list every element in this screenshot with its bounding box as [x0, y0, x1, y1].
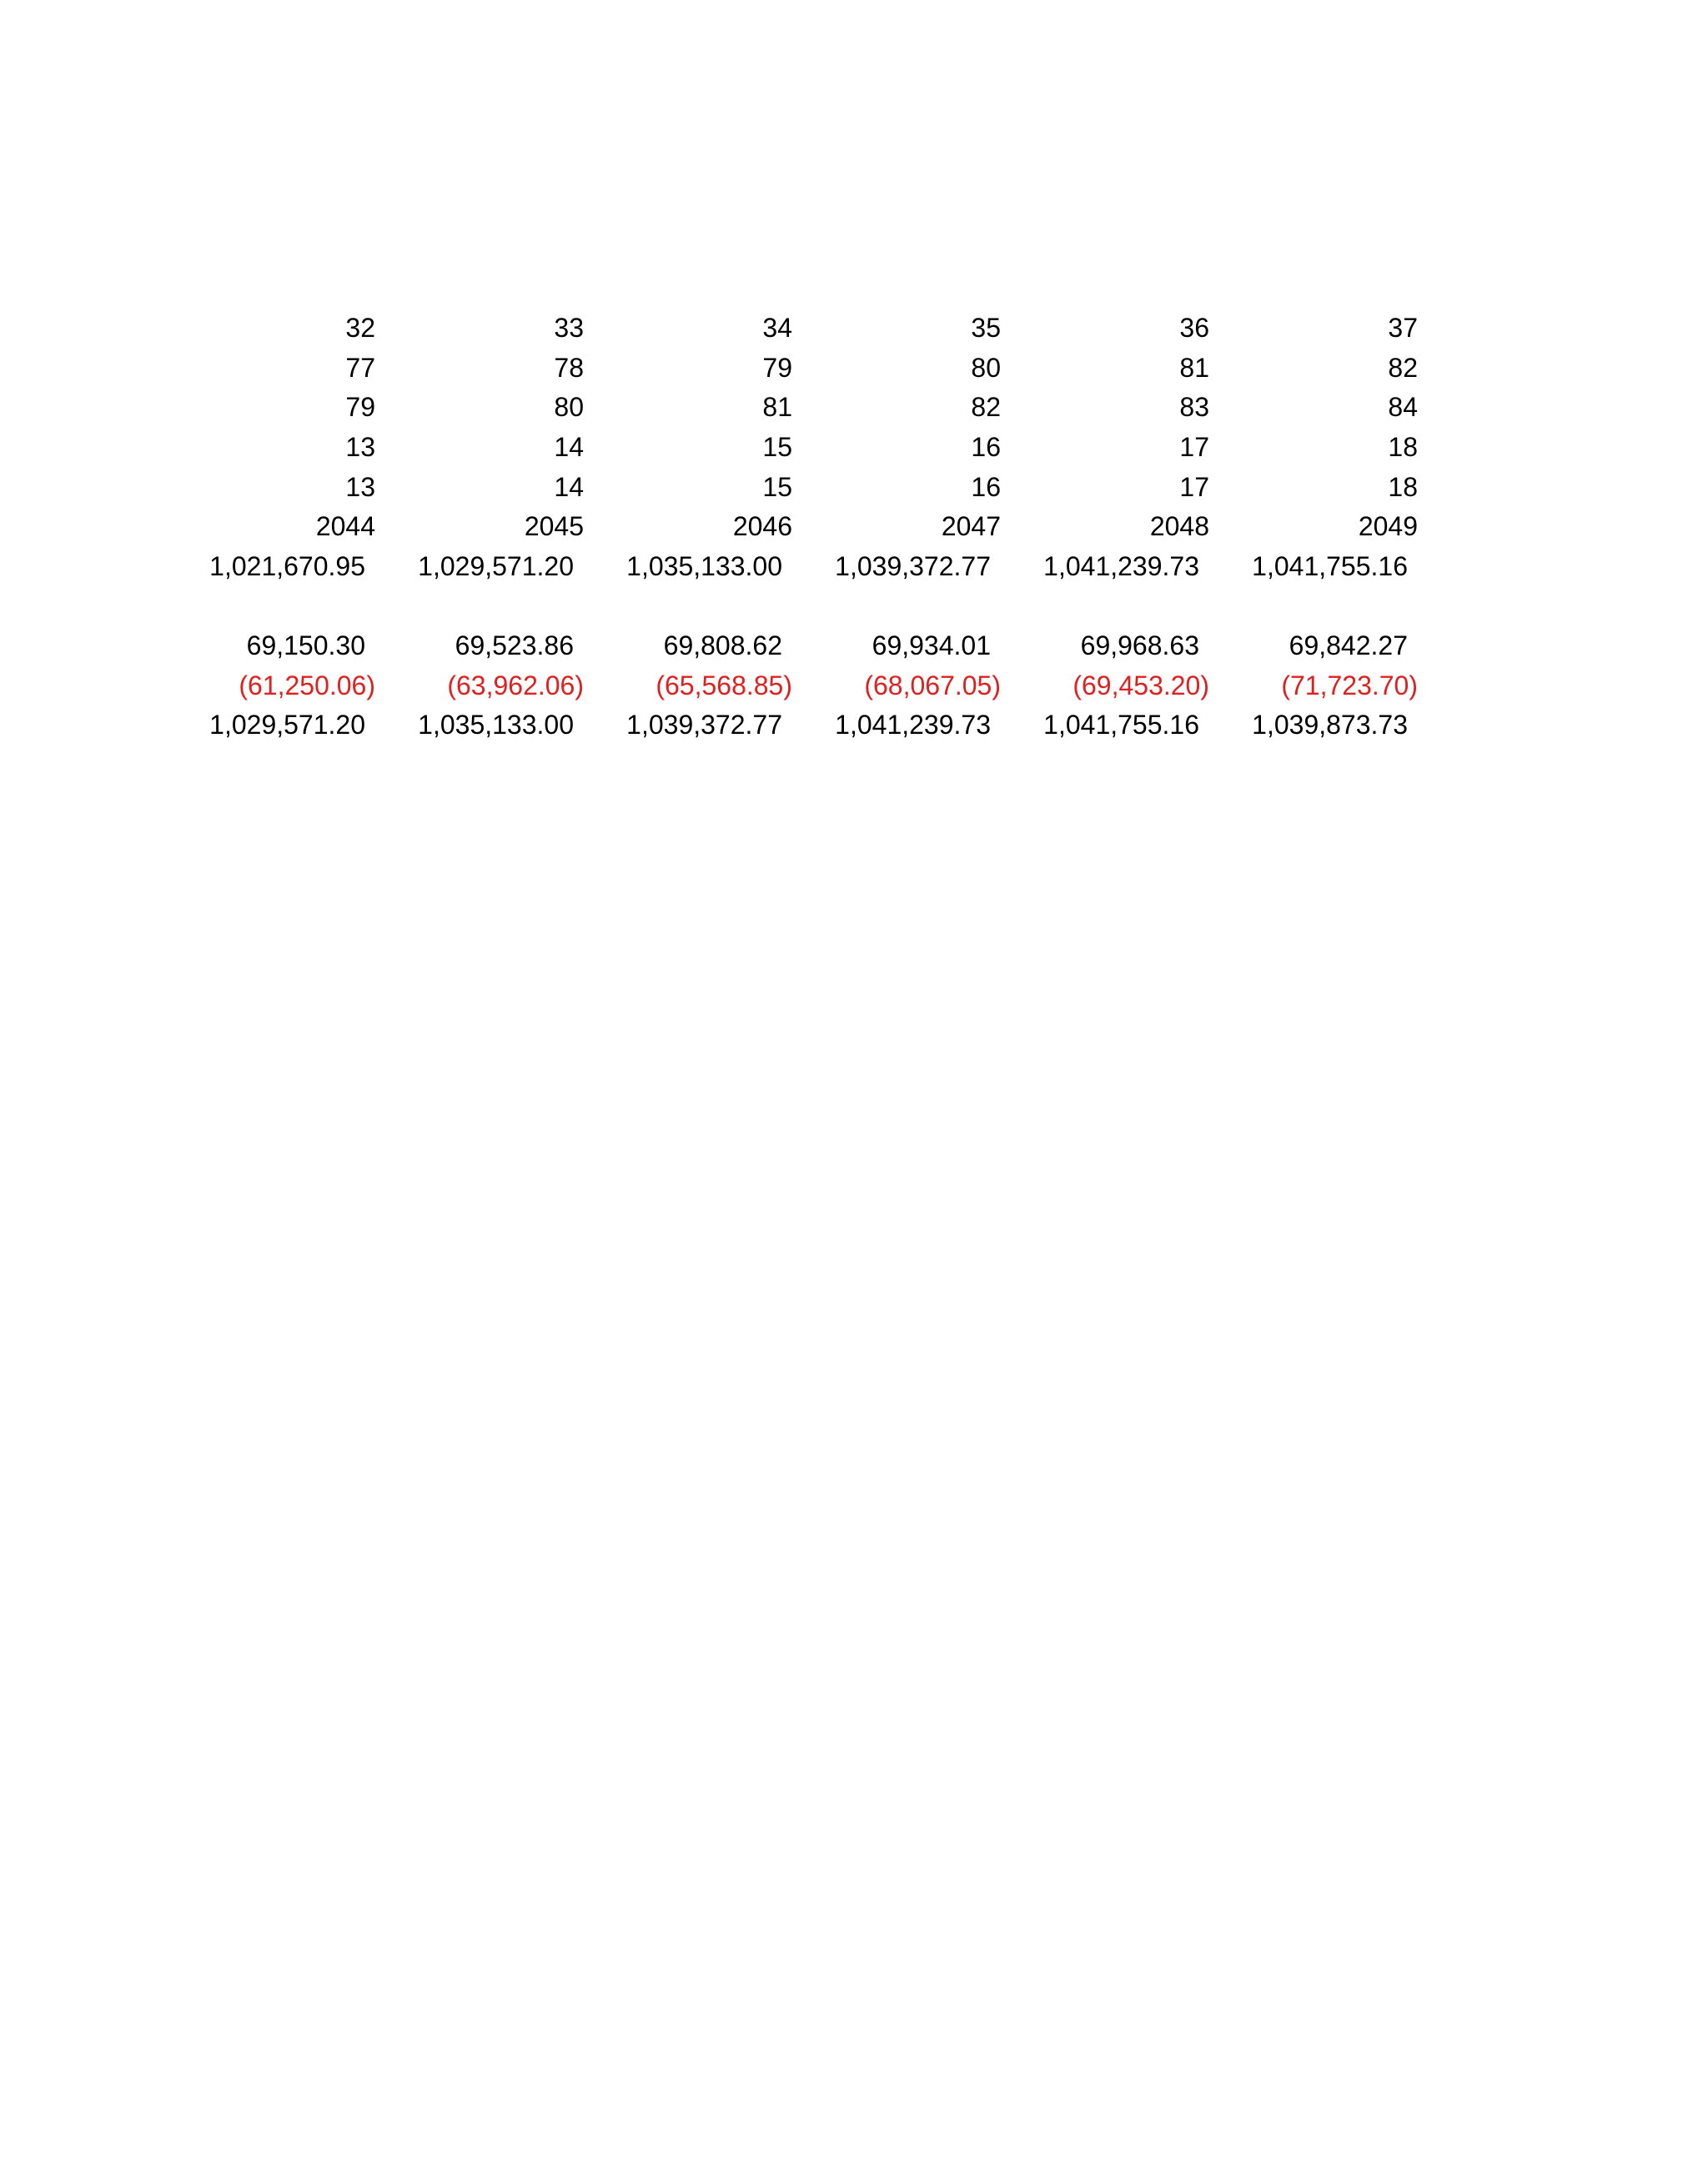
table-row-age	[167, 309, 1418, 349]
table-cell[interactable]: 69,150.30	[246, 630, 365, 661]
table-cell[interactable]: 13	[345, 471, 375, 502]
table-cell[interactable]: 1,039,372.77	[626, 710, 782, 741]
table-cell[interactable]: 69,968.63	[1080, 630, 1199, 661]
table-row-opening-balance	[167, 547, 1418, 587]
table-cell[interactable]: 82	[1388, 352, 1418, 383]
table-row-withdrawals	[167, 665, 1418, 705]
table-cell[interactable]: 1,041,755.16	[1043, 710, 1199, 741]
table-cell[interactable]: 69,523.86	[455, 630, 574, 661]
table-row-closing-balance	[167, 705, 1418, 746]
table-cell-negative[interactable]: (63,962.06)	[447, 670, 584, 700]
table-row-blank	[167, 586, 1418, 626]
table-cell[interactable]: 36	[1179, 313, 1209, 344]
table-cell[interactable]: 1,041,239.73	[835, 710, 991, 741]
table-row-year	[167, 507, 1418, 547]
table-cell[interactable]: 2048	[1149, 511, 1209, 542]
table-row	[167, 428, 1418, 468]
table-cell[interactable]: 14	[554, 471, 584, 502]
table-cell[interactable]: 18	[1388, 471, 1418, 502]
table-cell[interactable]: 15	[762, 471, 792, 502]
table-cell[interactable]: 32	[345, 313, 375, 344]
table-cell-negative[interactable]: (71,723.70)	[1281, 670, 1418, 700]
table-cell[interactable]: 77	[345, 352, 375, 383]
table-cell[interactable]: 2046	[732, 511, 792, 542]
table-cell[interactable]: 78	[554, 352, 584, 383]
table-cell[interactable]: 16	[971, 471, 1001, 502]
table-cell-negative[interactable]: (68,067.05)	[864, 670, 1001, 700]
table-cell[interactable]: 17	[1179, 471, 1209, 502]
table-cell[interactable]: 84	[1388, 392, 1418, 423]
table-cell[interactable]: 34	[762, 313, 792, 344]
table-cell[interactable]: 1,035,133.00	[418, 710, 574, 741]
table-cell[interactable]: 1,029,571.20	[209, 710, 365, 741]
table-cell[interactable]: 1,039,372.77	[835, 550, 991, 581]
table-cell[interactable]: 1,021,670.95	[209, 550, 365, 581]
table-cell[interactable]: 18	[1388, 432, 1418, 463]
table-cell[interactable]: 2044	[315, 511, 375, 542]
table-cell[interactable]: 81	[1179, 352, 1209, 383]
table-cell[interactable]: 37	[1388, 313, 1418, 344]
table-cell[interactable]: 79	[345, 392, 375, 423]
table-cell[interactable]: 83	[1179, 392, 1209, 423]
table-cell[interactable]: 17	[1179, 432, 1209, 463]
table-cell[interactable]: 82	[971, 392, 1001, 423]
table-cell-negative[interactable]: (61,250.06)	[239, 670, 375, 700]
table-cell[interactable]: 14	[554, 432, 584, 463]
table-cell[interactable]: 35	[971, 313, 1001, 344]
table-cell[interactable]: 1,041,239.73	[1043, 550, 1199, 581]
table-cell[interactable]: 15	[762, 432, 792, 463]
table-row-growth	[167, 626, 1418, 666]
table-cell[interactable]: 80	[554, 392, 584, 423]
table-cell[interactable]: 1,041,755.16	[1252, 550, 1408, 581]
table-cell[interactable]: 79	[762, 352, 792, 383]
table-cell[interactable]: 69,808.62	[663, 630, 782, 661]
table-cell[interactable]: 13	[345, 432, 375, 463]
table-cell[interactable]: 69,934.01	[872, 630, 991, 661]
table-row	[167, 388, 1418, 428]
table-cell-negative[interactable]: (65,568.85)	[656, 670, 792, 700]
table-cell[interactable]: 1,039,873.73	[1252, 710, 1408, 741]
table-cell[interactable]: 69,842.27	[1289, 630, 1408, 661]
table-cell[interactable]: 80	[971, 352, 1001, 383]
table-cell[interactable]: 33	[554, 313, 584, 344]
spreadsheet-table	[167, 309, 1418, 746]
table-cell[interactable]: 2045	[524, 511, 584, 542]
table-cell[interactable]: 1,035,133.00	[626, 550, 782, 581]
table-row	[167, 467, 1418, 507]
table-cell[interactable]: 16	[971, 432, 1001, 463]
table-cell[interactable]: 2049	[1358, 511, 1418, 542]
table-row	[167, 349, 1418, 389]
table-cell[interactable]: 1,029,571.20	[418, 550, 574, 581]
table-cell[interactable]: 2047	[941, 511, 1001, 542]
table-cell-negative[interactable]: (69,453.20)	[1073, 670, 1209, 700]
table-cell[interactable]: 81	[762, 392, 792, 423]
